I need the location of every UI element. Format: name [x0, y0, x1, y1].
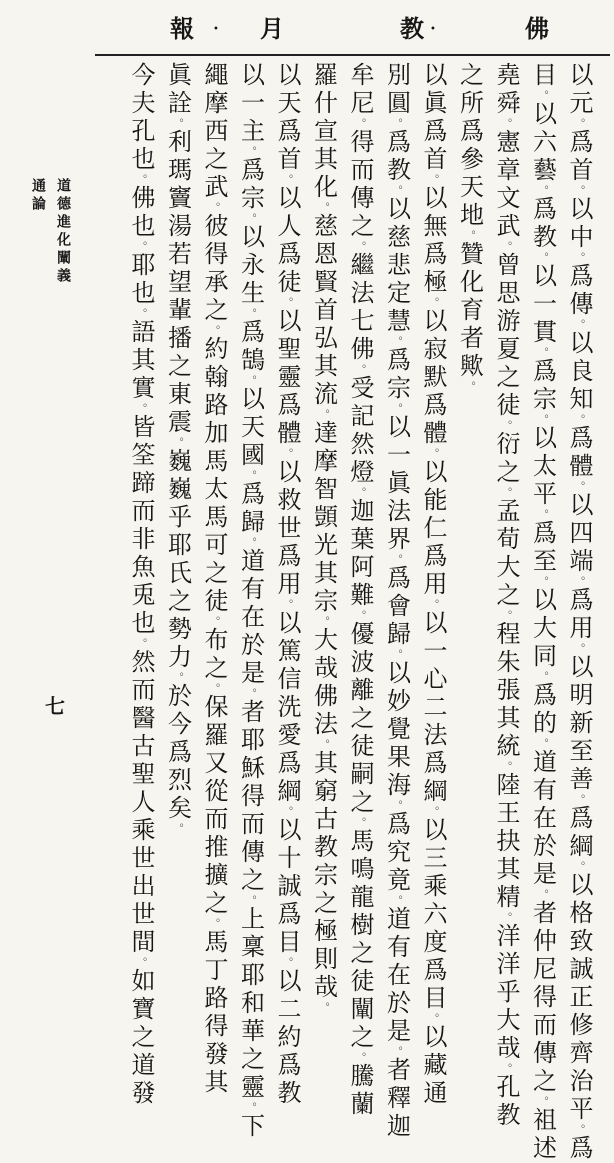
text-column: 以天爲首。以人爲徒。以聖靈爲體。以救世爲用。以篤信洗愛爲綱。以十誠爲目。以二約爲教	[273, 62, 301, 1108]
header-rule	[95, 54, 610, 56]
text-column: 牟尼。得而傳之。繼法七佛。受記然燈。迦葉阿難。優波離之徒嗣之。馬鳴龍樹之徒闡之。騰蘭	[346, 62, 374, 1119]
text-column: 堯舜。憲章文武。曾思游夏之徒。衍之。孟荀大之。程朱張其統。陸王抉其精。洋洋乎大哉。孔教	[492, 62, 520, 1130]
text-column: 以元。爲首。以中。爲傳。以良知。爲體。以四端。爲用。以明新至善。爲綱。以格致誠正修齊治平。爲	[565, 62, 593, 1163]
text-column: 以眞爲首。以無爲極。以寂默爲體。以能仁爲用。以一心二法爲綱。以三乘六度爲目。以藏通	[419, 62, 447, 1108]
text-column: 繩摩西之武。彼得承之。約翰路加馬太馬可之徒。布之。保羅又從而推擴之。馬丁路得發其	[200, 62, 228, 1097]
text-column: 羅什宣其化。慈恩賢首弘其流。達摩智顗光其宗。大哉佛法。其窮古教宗之極則哉。	[309, 62, 338, 1013]
header-dot: •	[430, 24, 436, 35]
page-number: 七	[45, 694, 65, 718]
section-label: 通論	[30, 178, 46, 214]
text-column: 今夫孔也。佛也。耶也。語其實。皆筌蹄而非魚兎也。然而醫古聖人乘世出世間。如寶之道發	[127, 62, 155, 1108]
text-column: 以一主。爲宗。以永生。爲鵠。以天國。爲歸。道有在於是。者耶穌得而傳之。上稟耶和華之靈。下	[236, 62, 265, 1141]
article-title: 道德進化闡義	[55, 178, 71, 286]
page-header	[95, 14, 600, 50]
text-column: 之所爲參天地。贊化育者歟。	[455, 62, 484, 392]
header-char-4: 報	[170, 14, 194, 43]
text-column: 目。以六藝。爲教。以一貫。爲宗。以太平。爲至。以大同。爲的。道有在於是。者仲尼得而傳之。祖述	[528, 62, 557, 1163]
header-char-2: 教	[400, 14, 424, 43]
text-column: 別圓。爲教。以慈悲定慧。爲宗。以一眞法界。爲會歸。以妙覺果海。爲究竟。道有在於是。者釋迦	[382, 62, 411, 1141]
header-char-3: 月	[260, 14, 284, 43]
header-dot: •	[213, 24, 219, 35]
text-column: 眞詮。利瑪竇湯若望輩播之東震。巍巍乎耶氏之勢力。於今爲烈矣。	[163, 62, 192, 834]
header-char-1: 佛	[525, 14, 549, 43]
